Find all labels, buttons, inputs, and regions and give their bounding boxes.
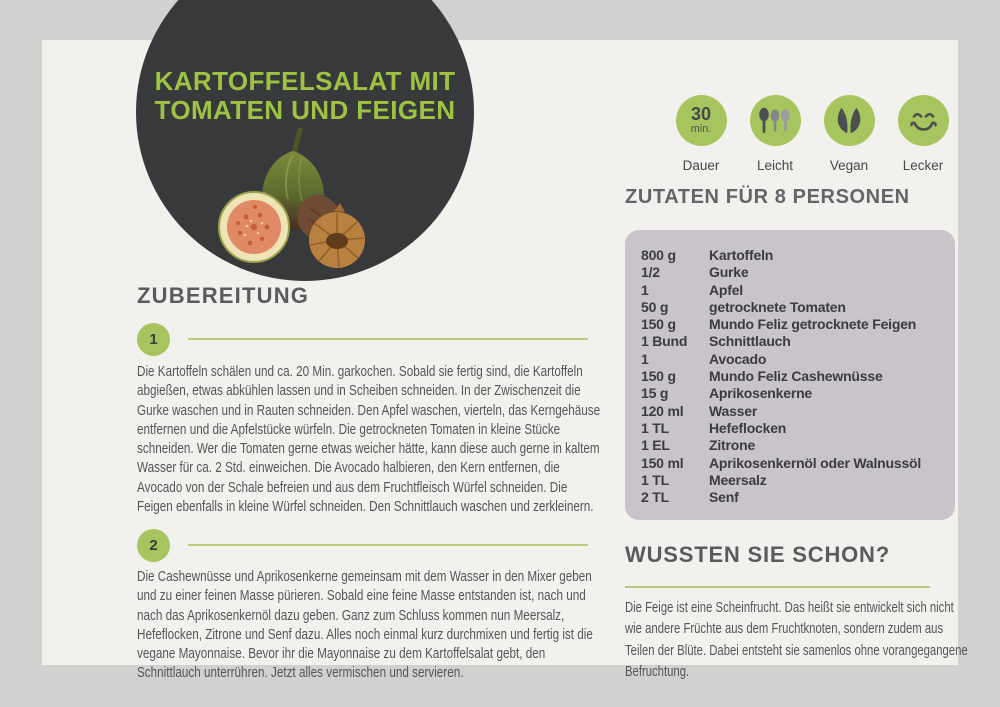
ingredient-qty: 150 g <box>641 316 676 333</box>
ingredient-row <box>625 437 955 454</box>
badge-lecker <box>886 95 960 173</box>
ingredient-qty: 1/2 <box>641 264 660 281</box>
ingredient-qty: 150 g <box>641 368 676 385</box>
badge-lecker-label: Lecker <box>902 158 944 173</box>
ingredient-name: Aprikosenkernöl oder Walnussöl <box>709 454 922 471</box>
smiley-icon <box>898 95 949 146</box>
ingredient-qty: 120 ml <box>641 402 684 419</box>
ingredient-row <box>625 472 955 489</box>
leaves-icon <box>824 95 875 146</box>
figs-photo <box>210 125 378 277</box>
step-1-text: Die Kartoffeln schälen und ca. 20 Min. garkochen. Sobald sie fertig sind, die Kartoffeln abgießen, etwas abkühlen lassen und in Scheiben schneiden. In der Zwischenzeit die Gurke waschen und in Rauten schneiden. Den Apfel waschen, vierteln, das Kerngehäuse entfernen und die Apfelstücke würfeln. Die getrockneten Tomaten in kleine Stücke schneiden. Wer die Tomaten gerne etwas weicher hätte, kann diese auch gerne in kaltem Wasser für ca. 2 Std. einweichen. Die Avocado halbieren, den Kern entfernen, die Avocado von der Schale befreien und aus dem Fruchtfleisch Würfel schneiden. Die Feigen ebenfalls in kleine Würfel schneiden. Den Schnittlauch waschen und zerkleinern. <box>137 363 601 516</box>
recipe-card <box>42 40 968 682</box>
ingredient-row <box>625 299 955 316</box>
duration-value: 30 <box>690 104 712 124</box>
recipe-title-line2: TOMATEN UND FEIGEN <box>154 95 456 125</box>
badge-vegan <box>812 95 886 173</box>
ingredient-row <box>625 489 955 506</box>
clock-30min-icon <box>676 95 727 146</box>
ingredient-name: Hefeflocken <box>709 419 787 436</box>
ingredient-row <box>625 368 955 385</box>
ingredient-qty: 150 ml <box>641 454 684 471</box>
ingredient-row <box>625 316 955 333</box>
ingredient-qty: 1 <box>641 281 649 298</box>
ingredient-row <box>625 385 955 402</box>
fact-text: Die Feige ist eine Scheinfrucht. Das heißt sie entwickelt sich nicht wie andere Früchte aus dem Fruchtknoten, sondern zudem aus Teilen der Blüte. Dabei entsteht sie samenlos ohne vorangegangene Befruchtung. <box>625 600 968 680</box>
ingredients-list <box>625 230 955 506</box>
ingredient-name: Kartoffeln <box>709 247 774 263</box>
step-1-divider <box>188 338 588 340</box>
ingredient-name: Apfel <box>709 281 744 298</box>
ingredient-row <box>625 420 955 437</box>
ingredient-qty: 800 g <box>641 247 676 263</box>
badge-leicht <box>738 95 812 173</box>
ingredient-name: Mundo Feliz getrocknete Feigen <box>709 316 917 333</box>
ingredient-qty: 1 <box>641 350 649 367</box>
ingredient-name: Zitrone <box>709 437 756 454</box>
ingredient-row <box>625 264 955 281</box>
step-1-number: 1 <box>137 323 170 356</box>
step-2-text: Die Cashewnüsse und Aprikosenkerne gemeinsam mit dem Wasser in den Mixer geben und zu einer feinen Masse pürieren. Sobald eine feine Masse entstanden ist, nach und nach das Aprikosenkernöl dazu geben. Ganz zum Schluss kommen nun Meersalz, Hefeflocken, Zitrone und Senf dazu. Alles noch einmal kurz durchmixen und fertig ist die vegane Mayonnaise. Bevor ihr die Mayonnaise zu dem Kartoffelsalat gebt, den Schnittlauch unterrühren. Jetzt alles vermischen und servieren. <box>137 568 593 682</box>
ingredient-name: getrocknete Tomaten <box>709 298 846 315</box>
ingredient-name: Avocado <box>709 350 767 367</box>
ingredient-name: Meersalz <box>709 471 767 488</box>
ingredient-row <box>625 403 955 420</box>
ingredient-qty: 2 TL <box>641 489 669 506</box>
step-2-divider <box>188 544 588 546</box>
ingredient-row <box>625 333 955 350</box>
ingredient-name: Gurke <box>709 264 749 281</box>
ingredient-qty: 1 TL <box>641 471 669 488</box>
ingredient-name: Wasser <box>709 402 758 419</box>
ingredient-row <box>625 282 955 299</box>
ingredients-heading: ZUTATEN FÜR 8 PERSONEN <box>625 186 910 208</box>
ingredient-name: Aprikosenkerne <box>709 385 813 402</box>
ingredient-row <box>625 247 955 264</box>
ingredients-box <box>625 230 955 520</box>
badge-dauer <box>664 95 738 173</box>
badge-leicht-label: Leicht <box>756 158 794 173</box>
ingredient-name: Senf <box>709 489 739 506</box>
fact-divider <box>625 586 930 588</box>
badge-vegan-label: Vegan <box>829 158 869 173</box>
duration-unit: min. <box>690 123 712 135</box>
preparation-heading: ZUBEREITUNG <box>137 283 310 308</box>
ingredient-qty: 1 EL <box>641 437 670 454</box>
ingredient-name: Schnittlauch <box>709 333 791 350</box>
step-2-number: 2 <box>137 529 170 562</box>
ingredient-qty: 1 TL <box>641 419 669 436</box>
ingredient-qty: 15 g <box>641 385 669 402</box>
badges-row <box>664 95 960 173</box>
ingredient-qty: 1 Bund <box>641 333 688 350</box>
ingredient-qty: 50 g <box>641 298 669 315</box>
recipe-title <box>136 67 474 125</box>
badge-dauer-label: Dauer <box>682 158 720 173</box>
ingredient-row <box>625 351 955 368</box>
recipe-title-line1: KARTOFFELSALAT MIT <box>154 66 456 96</box>
fact-heading: WUSSTEN SIE SCHON? <box>625 542 890 567</box>
title-circle <box>136 0 474 281</box>
ingredient-row <box>625 455 955 472</box>
spoons-icon <box>750 95 801 146</box>
ingredient-name: Mundo Feliz Cashewnüsse <box>709 368 883 385</box>
